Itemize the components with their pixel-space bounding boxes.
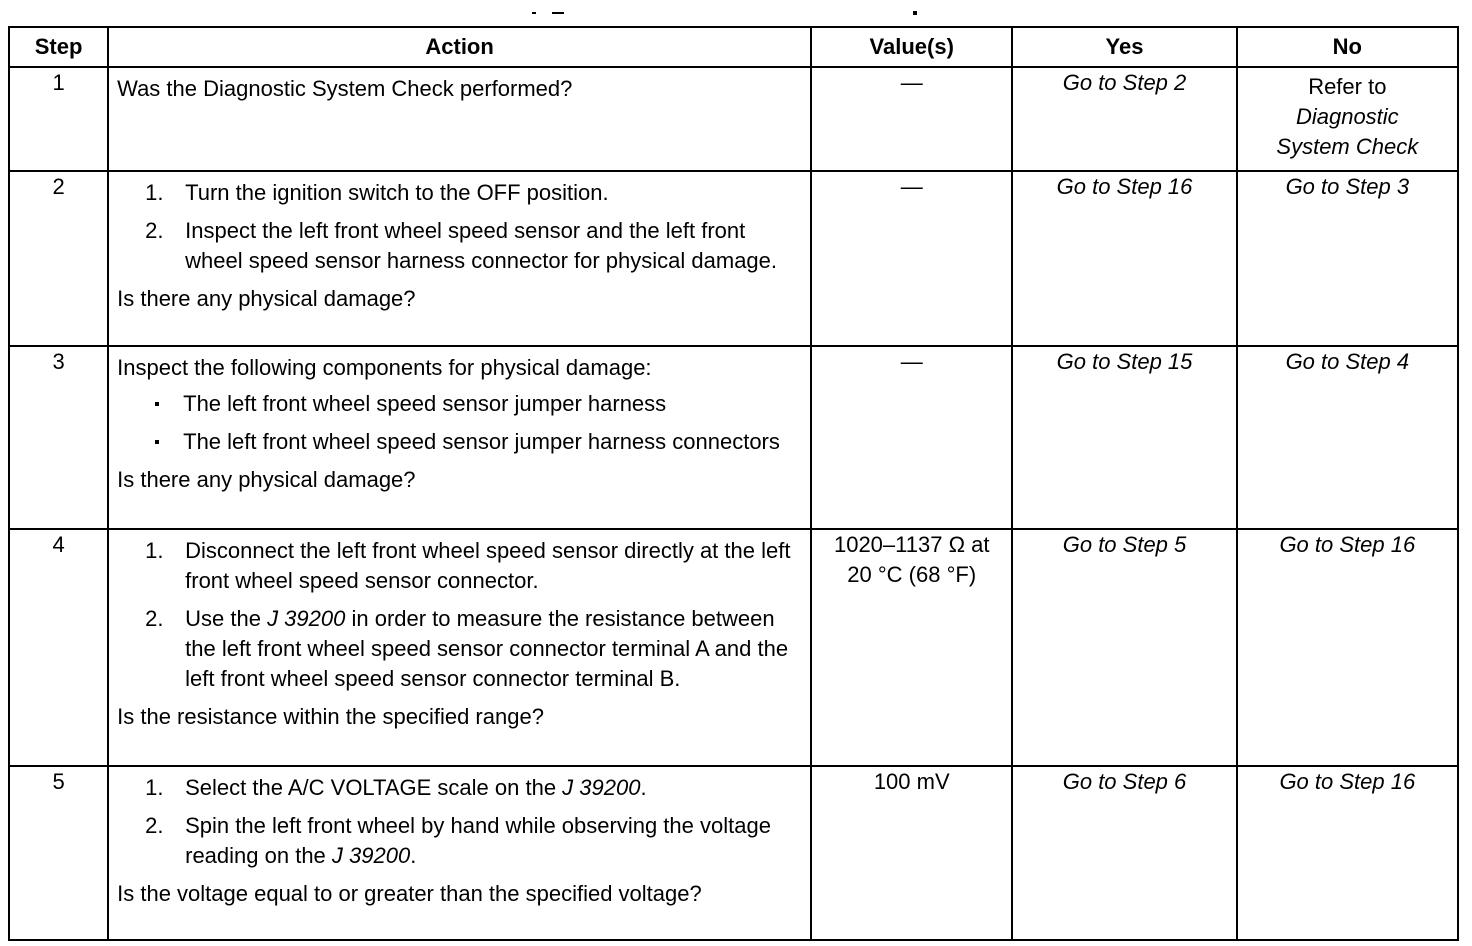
step-index: 1. [145, 538, 164, 563]
yes-cell: Go to Step 6 [1012, 766, 1236, 940]
value-cell: — [811, 346, 1012, 529]
action-cell [108, 766, 811, 940]
action-step-text: Spin the left front wheel by hand while observing the voltage reading on the [185, 813, 771, 868]
tool-reference: J 39200 [267, 606, 346, 631]
no-cell: Go to Step 3 [1237, 171, 1458, 346]
bullet-icon [155, 440, 159, 444]
value-line: 20 °C (68 °F) [847, 562, 977, 587]
action-step-text: Select the A/C VOLTAGE scale on the [185, 775, 563, 800]
table-row [9, 346, 1458, 529]
header-action: Action [108, 27, 811, 67]
action-step-text: Turn the ignition switch to the OFF position. [185, 180, 609, 205]
value-cell: 100 mV [811, 766, 1012, 940]
list-item [117, 389, 802, 419]
value-cell: — [811, 67, 1012, 171]
action-step-text: . [640, 775, 647, 800]
step-number: 3 [9, 346, 108, 529]
yes-cell: Go to Step 5 [1012, 529, 1236, 766]
list-item-text: The left front wheel speed sensor jumper harness connectors [183, 429, 780, 454]
header-no: No [1237, 27, 1458, 67]
list-item-text: The left front wheel speed sensor jumper harness [183, 391, 667, 416]
no-line: System Check [1276, 134, 1419, 159]
action-question: Is there any physical damage? [117, 286, 416, 311]
action-cell [108, 67, 811, 171]
table-row [9, 766, 1458, 940]
no-cell: Go to Step 16 [1237, 529, 1458, 766]
action-steps [117, 536, 802, 694]
action-cell [108, 529, 811, 766]
action-question: Is the voltage equal to or greater than the specified voltage? [117, 881, 702, 906]
tool-reference: J 39200 [562, 775, 641, 800]
scan-speck [532, 12, 536, 14]
action-step [117, 811, 802, 871]
scan-speck [913, 11, 917, 15]
yes-cell: Go to Step 2 [1012, 67, 1236, 171]
step-number: 5 [9, 766, 108, 940]
step-number: 1 [9, 67, 108, 171]
value-line: 1020–1137 Ω at [833, 532, 990, 557]
list-item [117, 427, 802, 457]
header-values: Value(s) [811, 27, 1012, 67]
action-steps [117, 178, 802, 276]
action-step-text: in order to measure the resistance between the left front wheel speed sensor connector terminal A and the left front wheel speed sensor connector terminal B. [185, 606, 789, 691]
component-list [117, 389, 802, 457]
tool-reference: J 39200 [331, 843, 411, 868]
diagnostic-table [8, 26, 1459, 941]
action-question: Is there any physical damage? [117, 467, 416, 492]
step-number: 2 [9, 171, 108, 346]
no-cell: Go to Step 16 [1237, 766, 1458, 940]
action-steps [117, 773, 802, 871]
table-row [9, 529, 1458, 766]
scan-speck [552, 12, 564, 14]
bullet-icon [155, 402, 159, 406]
table-header-row [9, 27, 1458, 67]
no-line: Diagnostic [1295, 104, 1399, 129]
no-line: Refer to [1308, 74, 1387, 99]
action-step-text: Inspect the left front wheel speed sensor and the left front wheel speed sensor harness connector for physical damage. [185, 218, 778, 273]
action-step [117, 773, 802, 803]
action-step [117, 178, 802, 208]
action-step-text: Disconnect the left front wheel speed sensor directly at the left front wheel speed sensor connector. [185, 538, 791, 593]
step-index: 1. [145, 180, 164, 205]
action-question: Is the resistance within the specified range? [117, 704, 544, 729]
action-step [117, 536, 802, 596]
yes-cell: Go to Step 15 [1012, 346, 1236, 529]
step-index: 2. [145, 606, 164, 631]
action-step-text: . [410, 843, 417, 868]
action-intro: Inspect the following components for physical damage: [117, 355, 652, 380]
header-step: Step [9, 27, 108, 67]
action-step-text: Use the [185, 606, 268, 631]
value-cell [811, 529, 1012, 766]
no-cell: Go to Step 4 [1237, 346, 1458, 529]
yes-cell: Go to Step 16 [1012, 171, 1236, 346]
header-yes: Yes [1012, 27, 1236, 67]
action-cell [108, 171, 811, 346]
step-index: 1. [145, 775, 164, 800]
action-question: Was the Diagnostic System Check performed? [117, 76, 573, 101]
no-cell [1237, 67, 1458, 171]
value-cell: — [811, 171, 1012, 346]
table-row [9, 171, 1458, 346]
table-row [9, 67, 1458, 171]
action-cell [108, 346, 811, 529]
action-step [117, 604, 802, 694]
action-step [117, 216, 802, 276]
step-index: 2. [145, 813, 164, 838]
step-index: 2. [145, 218, 164, 243]
step-number: 4 [9, 529, 108, 766]
